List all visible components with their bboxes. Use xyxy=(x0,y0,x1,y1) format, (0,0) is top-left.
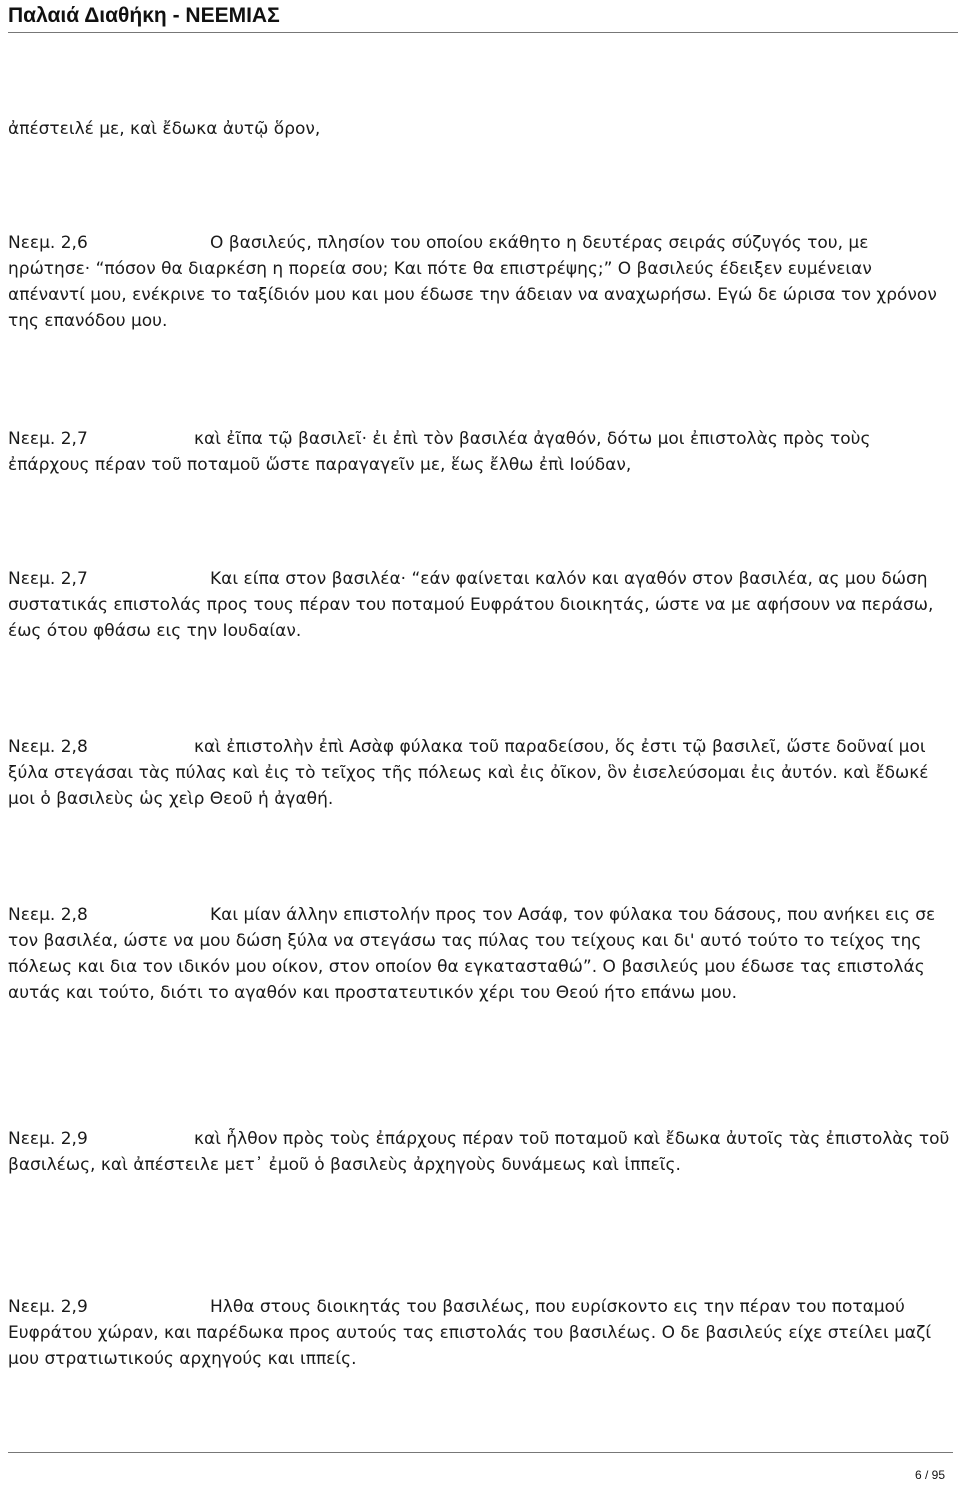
verse-block: Νεεμ. 2,7 Και είπα στον βασιλέα· “εάν φαίνεται καλόν και αγαθόν στον βασιλέα, ας μου δώση συστατικάς επιστολάς προς τους πέραν του ποταμού Ευφράτου διοικητάς, ώστε να με αφήσουν να περάσω, έως ότου φθάσω εις την Ιουδαίαν. xyxy=(8,569,934,641)
verse-text: Ηλθα στους διοικητάς του βασιλέως, που ευρίσκοντο εις την πέραν του ποταμού Ευφράτου χώραν, και παρέδωκα προς αυτούς τας επιστολάς του βασιλέως. Ο δε βασιλεύς είχε στείλει μαζί μου στρατιωτικούς αρχηγούς και ιππείς. xyxy=(8,1297,932,1369)
verse-text: Και είπα στον βασιλέα· “εάν φαίνεται καλόν και αγαθόν στον βασιλέα, ας μου δώση συστατικάς επιστολάς προς τους πέραν του ποταμού Ευφράτου διοικητάς, ώστε να με αφήσουν να περάσω, έως ότου φθάσω εις την Ιουδαίαν. xyxy=(8,569,934,641)
verse-text: καὶ ἐῖπα τῷ βασιλεῖ· ἐι ἐπὶ τὸν βασιλέα ἀγαθόν, δότω μοι ἐπιστολὰς πρὸς τοὺς ἐπάρχους πέραν τοῦ ποταμοῦ ὥστε παραγαγεῖν με, ἕως ἔλθω ἐπὶ Ιούδαν, xyxy=(8,429,871,475)
page-number: 6 / 95 xyxy=(914,1468,945,1482)
verse-text: καὶ ἦλθον πρὸς τοὺς ἐπάρχους πέραν τοῦ ποταμοῦ καὶ ἔδωκα ἀυτοῖς τὰς ἐπιστολὰς τοῦ βασιλέως, καὶ ἀπέστειλε μετ᾿ ἐμοῦ ὁ βασιλεὺς ἀρχηγοὺς δυνάμεως καὶ ἱππεῖς. xyxy=(8,1129,950,1175)
verse-block: Νεεμ. 2,7 καὶ ἐῖπα τῷ βασιλεῖ· ἐι ἐπὶ τὸν βασιλέα ἀγαθόν, δότω μοι ἐπιστολὰς πρὸς τοὺς ἐπάρχους πέραν τοῦ ποταμοῦ ὥστε παραγαγεῖν με, ἕως ἔλθω ἐπὶ Ιούδαν, xyxy=(8,429,871,475)
verse-text: Ο βασιλεύς, πλησίον του οποίου εκάθητο η δευτέρας σειράς σύζυγός του, με ηρώτησε· “πόσον θα διαρκέση η πορεία σου; Και πότε θα επιστρέψης;” Ο βασιλεύς έδειξεν ευμένειαν απέναντί μου, ενέκρινε το ταξίδιόν μου και μου έδωσε την άδειαν να αναχωρήσω. Εγώ δε ώρισα τον χρόνον της επανόδου μου. xyxy=(8,233,937,331)
verse-text: Και μίαν άλλην επιστολήν προς τον Ασάφ, τον φύλακα του δάσους, που ανήκει εις σε τον βασιλέα, ώστε να μου δώση ξύλα να στεγάσω τας πύλας του τείχους και δι' αυτό τούτο το τείχος της πόλεως και δια τον ιδικόν μου οίκον, στον οποίον θα εγκατασταθώ”. Ο βασιλεύς μου έδωσε τας επιστολάς αυτάς και τούτο, διότι το αγαθόν και προστατευτικόν χέρι του Θεού ήτο επάνω μου. xyxy=(8,905,936,1003)
verse-block: Νεεμ. 2,8 Και μίαν άλλην επιστολήν προς τον Ασάφ, τον φύλακα του δάσους, που ανήκει εις σε τον βασιλέα, ώστε να μου δώση ξύλα να στεγάσω τας πύλας του τείχους και δι' αυτό τούτο το τείχος της πόλεως και δια τον ιδικόν μου οίκον, στον οποίον θα εγκατασταθώ”. Ο βασιλεύς μου έδωσε τας επιστολάς αυτάς και τούτο, διότι το αγαθόν και προστατευτικόν χέρι του Θεού ήτο επάνω μου. xyxy=(8,905,936,1003)
page-footer xyxy=(8,1444,953,1484)
verse-block xyxy=(8,116,953,142)
verse-text: ἀπέστειλέ με, καὶ ἔδωκα ἀυτῷ ὅρον, xyxy=(8,119,321,139)
page-title: Παλαιά Διαθήκη - ΝΕΕΜΙΑΣ xyxy=(8,4,280,27)
page-header xyxy=(8,2,958,32)
header-divider xyxy=(8,32,958,33)
footer-divider xyxy=(8,1452,953,1453)
verse-block: Νεεμ. 2,9 Ηλθα στους διοικητάς του βασιλέως, που ευρίσκοντο εις την πέραν του ποταμού Ευφράτου χώραν, και παρέδωκα προς αυτούς τας επιστολάς του βασιλέως. Ο δε βασιλεύς είχε στείλει μαζί μου στρατιωτικούς αρχηγούς και ιππείς. xyxy=(8,1297,932,1369)
verse-block: Νεεμ. 2,9 καὶ ἦλθον πρὸς τοὺς ἐπάρχους πέραν τοῦ ποταμοῦ καὶ ἔδωκα ἀυτοῖς τὰς ἐπιστολὰς τοῦ βασιλέως, καὶ ἀπέστειλε μετ᾿ ἐμοῦ ὁ βασιλεὺς ἀρχηγοὺς δυνάμεως καὶ ἱππεῖς. xyxy=(8,1129,950,1175)
verse-block: Νεεμ. 2,6 Ο βασιλεύς, πλησίον του οποίου εκάθητο η δευτέρας σειράς σύζυγός του, με ηρώτησε· “πόσον θα διαρκέση η πορεία σου; Και πότε θα επιστρέψης;” Ο βασιλεύς έδειξεν ευμένειαν απέναντί μου, ενέκρινε το ταξίδιόν μου και μου έδωσε την άδειαν να αναχωρήσω. Εγώ δε ώρισα τον χρόνον της επανόδου μου. xyxy=(8,233,937,331)
verse-block: Νεεμ. 2,8 καὶ ἐπιστολὴν ἐπὶ Ασὰφ φύλακα τοῦ παραδείσου, ὅς ἐστι τῷ βασιλεῖ, ὥστε δοῦναί μοι ξύλα στεγάσαι τὰς πύλας καὶ ἐις τὸ τεῖχος τῆς πόλεως καὶ ἐις ὀῖκον, ὃν ἐισελεύσομαι ἐις ἀυτόν. καὶ ἔδωκέ μοι ὁ βασιλεὺς ὡς χεὶρ Θεοῦ ἡ ἀγαθή. xyxy=(8,737,929,809)
verse-text: καὶ ἐπιστολὴν ἐπὶ Ασὰφ φύλακα τοῦ παραδείσου, ὅς ἐστι τῷ βασιλεῖ, ὥστε δοῦναί μοι ξύλα στεγάσαι τὰς πύλας καὶ ἐις τὸ τεῖχος τῆς πόλεως καὶ ἐις ὀῖκον, ὃν ἐισελεύσομαι ἐις ἀυτόν. καὶ ἔδωκέ μοι ὁ βασιλεὺς ὡς χεὶρ Θεοῦ ἡ ἀγαθή. xyxy=(8,737,929,809)
